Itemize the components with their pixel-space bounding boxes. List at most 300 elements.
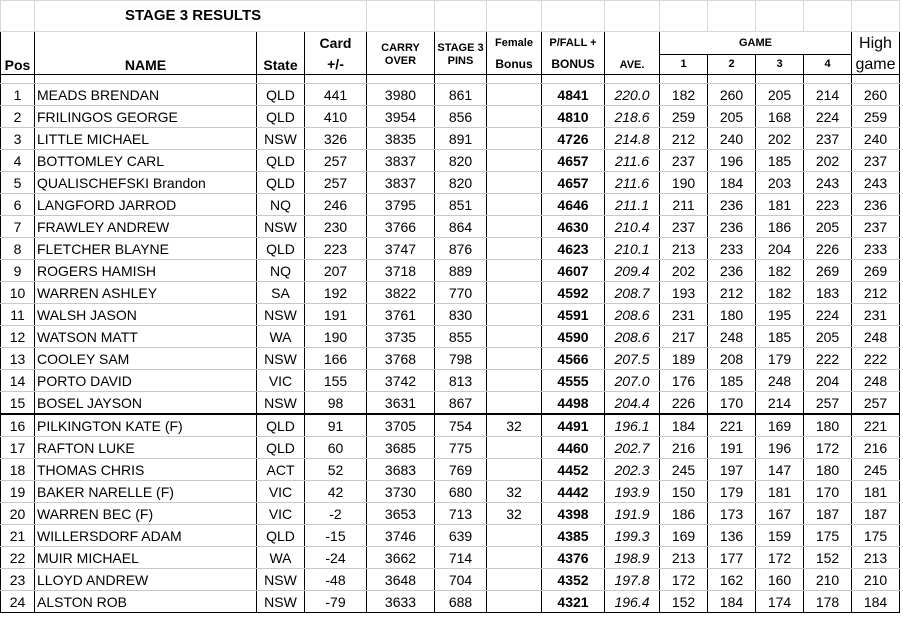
average-cell: 191.9 — [605, 503, 660, 525]
pos-cell: 4 — [1, 150, 35, 172]
carry-over-cell: 3705 — [367, 414, 435, 437]
stage3-pins-cell: 876 — [435, 238, 487, 260]
state-cell: QLD — [257, 414, 305, 437]
name-cell: PORTO DAVID — [35, 370, 257, 392]
game-2-cell: 180 — [708, 304, 756, 326]
female-bonus-cell — [487, 282, 542, 304]
stage3-pins-cell: 754 — [435, 414, 487, 437]
stage3-pins-cell: 889 — [435, 260, 487, 282]
game-4-cell: 237 — [804, 128, 852, 150]
game-1-cell: 231 — [660, 304, 708, 326]
game-2-cell: 240 — [708, 128, 756, 150]
average-cell: 196.4 — [605, 591, 660, 613]
state-cell: NSW — [257, 216, 305, 238]
table-row — [1, 304, 900, 326]
name-cell: PILKINGTON KATE (F) — [35, 414, 257, 437]
pfall-bonus-cell: 4657 — [542, 172, 605, 194]
game-4-cell: 202 — [804, 150, 852, 172]
name-cell: QUALISCHEFSKI Brandon — [35, 172, 257, 194]
pos-cell: 23 — [1, 569, 35, 591]
header-ave: AVE. — [605, 32, 660, 75]
game-3-cell: 202 — [756, 128, 804, 150]
state-cell: NSW — [257, 304, 305, 326]
game-2-cell: 236 — [708, 194, 756, 216]
average-cell: 202.7 — [605, 437, 660, 459]
game-4-cell: 170 — [804, 481, 852, 503]
card-cell: 191 — [305, 304, 367, 326]
game-2-cell: 196 — [708, 150, 756, 172]
game-1-cell: 176 — [660, 370, 708, 392]
title-row — [1, 1, 900, 32]
game-3-cell: 248 — [756, 370, 804, 392]
header-game-4: 4 — [804, 55, 852, 75]
header-carry-line1: CARRY — [367, 32, 435, 55]
average-cell: 208.6 — [605, 304, 660, 326]
header-carry-line2: OVER — [367, 55, 435, 75]
stage3-pins-cell: 680 — [435, 481, 487, 503]
high-game-cell: 222 — [852, 348, 900, 370]
game-4-cell: 223 — [804, 194, 852, 216]
female-bonus-cell — [487, 150, 542, 172]
average-cell: 220.0 — [605, 84, 660, 106]
pfall-bonus-cell: 4646 — [542, 194, 605, 216]
state-cell: NSW — [257, 348, 305, 370]
game-1-cell: 202 — [660, 260, 708, 282]
game-1-cell: 226 — [660, 392, 708, 415]
state-cell: QLD — [257, 150, 305, 172]
average-cell: 210.4 — [605, 216, 660, 238]
name-cell: MUIR MICHAEL — [35, 547, 257, 569]
header-female-line2: Bonus — [487, 55, 542, 75]
high-game-cell: 260 — [852, 84, 900, 106]
name-cell: THOMAS CHRIS — [35, 459, 257, 481]
table-row — [1, 128, 900, 150]
game-3-cell: 214 — [756, 392, 804, 415]
name-cell: BAKER NARELLE (F) — [35, 481, 257, 503]
state-cell: NSW — [257, 591, 305, 613]
female-bonus-cell — [487, 437, 542, 459]
game-3-cell: 185 — [756, 326, 804, 348]
header-high-line2: game — [852, 55, 900, 75]
header-pfall-line2: BONUS — [542, 55, 605, 75]
carry-over-cell: 3683 — [367, 459, 435, 481]
pfall-bonus-cell: 4491 — [542, 414, 605, 437]
stage3-pins-cell: 867 — [435, 392, 487, 415]
pos-cell: 15 — [1, 392, 35, 415]
game-3-cell: 203 — [756, 172, 804, 194]
pfall-bonus-cell: 4630 — [542, 216, 605, 238]
stage3-pins-cell: 864 — [435, 216, 487, 238]
stage3-pins-cell: 813 — [435, 370, 487, 392]
game-4-cell: 224 — [804, 106, 852, 128]
carry-over-cell: 3648 — [367, 569, 435, 591]
page-title-text: STAGE 3 RESULTS — [125, 7, 262, 24]
game-4-cell: 180 — [804, 459, 852, 481]
state-cell: QLD — [257, 172, 305, 194]
average-cell: 199.3 — [605, 525, 660, 547]
carry-over-cell: 3835 — [367, 128, 435, 150]
state-cell: QLD — [257, 84, 305, 106]
pfall-bonus-cell: 4321 — [542, 591, 605, 613]
stage3-pins-cell: 891 — [435, 128, 487, 150]
state-cell: NQ — [257, 194, 305, 216]
game-4-cell: 172 — [804, 437, 852, 459]
high-game-cell: 181 — [852, 481, 900, 503]
average-cell: 208.6 — [605, 326, 660, 348]
game-1-cell: 190 — [660, 172, 708, 194]
average-cell: 198.9 — [605, 547, 660, 569]
table-row — [1, 525, 900, 547]
game-2-cell: 136 — [708, 525, 756, 547]
high-game-cell: 240 — [852, 128, 900, 150]
carry-over-cell: 3662 — [367, 547, 435, 569]
game-1-cell: 245 — [660, 459, 708, 481]
game-2-cell: 184 — [708, 591, 756, 613]
carry-over-cell: 3653 — [367, 503, 435, 525]
name-cell: COOLEY SAM — [35, 348, 257, 370]
female-bonus-cell — [487, 348, 542, 370]
high-game-cell: 216 — [852, 437, 900, 459]
card-cell: 42 — [305, 481, 367, 503]
game-2-cell: 233 — [708, 238, 756, 260]
name-cell: WATSON MATT — [35, 326, 257, 348]
game-1-cell: 237 — [660, 216, 708, 238]
stage3-pins-cell: 830 — [435, 304, 487, 326]
carry-over-cell: 3735 — [367, 326, 435, 348]
table-row — [1, 194, 900, 216]
game-3-cell: 205 — [756, 84, 804, 106]
carry-over-cell: 3954 — [367, 106, 435, 128]
state-cell: VIC — [257, 370, 305, 392]
table-row — [1, 591, 900, 613]
game-2-cell: 185 — [708, 370, 756, 392]
card-cell: -2 — [305, 503, 367, 525]
game-4-cell: 178 — [804, 591, 852, 613]
game-3-cell: 174 — [756, 591, 804, 613]
game-3-cell: 169 — [756, 414, 804, 437]
pos-cell: 19 — [1, 481, 35, 503]
table-row — [1, 326, 900, 348]
pos-cell: 16 — [1, 414, 35, 437]
page-title — [35, 1, 367, 32]
game-1-cell: 212 — [660, 128, 708, 150]
name-cell: LANGFORD JARROD — [35, 194, 257, 216]
table-row — [1, 150, 900, 172]
stage3-pins-cell: 856 — [435, 106, 487, 128]
game-2-cell: 173 — [708, 503, 756, 525]
pfall-bonus-cell: 4657 — [542, 150, 605, 172]
pos-cell: 18 — [1, 459, 35, 481]
game-4-cell: 243 — [804, 172, 852, 194]
name-cell: RAFTON LUKE — [35, 437, 257, 459]
carry-over-cell: 3795 — [367, 194, 435, 216]
high-game-cell: 175 — [852, 525, 900, 547]
game-4-cell: 175 — [804, 525, 852, 547]
card-cell: 60 — [305, 437, 367, 459]
table-row — [1, 282, 900, 304]
game-3-cell: 196 — [756, 437, 804, 459]
game-2-cell: 197 — [708, 459, 756, 481]
pfall-bonus-cell: 4591 — [542, 304, 605, 326]
stage3-pins-cell: 861 — [435, 84, 487, 106]
game-4-cell: 183 — [804, 282, 852, 304]
high-game-cell: 248 — [852, 326, 900, 348]
stage3-pins-cell: 798 — [435, 348, 487, 370]
header-high-line1: High — [852, 32, 900, 55]
female-bonus-cell — [487, 459, 542, 481]
game-2-cell: 179 — [708, 481, 756, 503]
game-1-cell: 213 — [660, 547, 708, 569]
card-cell: 192 — [305, 282, 367, 304]
table-row — [1, 172, 900, 194]
state-cell: WA — [257, 547, 305, 569]
game-1-cell: 193 — [660, 282, 708, 304]
carry-over-cell: 3718 — [367, 260, 435, 282]
pfall-bonus-cell: 4726 — [542, 128, 605, 150]
game-2-cell: 191 — [708, 437, 756, 459]
state-cell: VIC — [257, 481, 305, 503]
name-cell: WALSH JASON — [35, 304, 257, 326]
pos-cell: 2 — [1, 106, 35, 128]
state-cell: WA — [257, 326, 305, 348]
header-game: GAME — [660, 32, 852, 55]
pos-cell: 1 — [1, 84, 35, 106]
high-game-cell: 210 — [852, 569, 900, 591]
game-2-cell: 248 — [708, 326, 756, 348]
table-row — [1, 503, 900, 525]
game-1-cell: 211 — [660, 194, 708, 216]
game-4-cell: 269 — [804, 260, 852, 282]
high-game-cell: 236 — [852, 194, 900, 216]
female-bonus-cell: 32 — [487, 414, 542, 437]
pos-cell: 21 — [1, 525, 35, 547]
game-3-cell: 159 — [756, 525, 804, 547]
header-female-line1: Female — [487, 32, 542, 55]
card-cell: 98 — [305, 392, 367, 415]
high-game-cell: 257 — [852, 392, 900, 415]
game-4-cell: 205 — [804, 216, 852, 238]
header-stage3-line1: STAGE 3 — [435, 32, 487, 55]
game-3-cell: 195 — [756, 304, 804, 326]
state-cell: QLD — [257, 437, 305, 459]
name-cell: WARREN BEC (F) — [35, 503, 257, 525]
pos-cell: 12 — [1, 326, 35, 348]
pfall-bonus-cell: 4592 — [542, 282, 605, 304]
game-3-cell: 160 — [756, 569, 804, 591]
card-cell: 257 — [305, 172, 367, 194]
carry-over-cell: 3742 — [367, 370, 435, 392]
female-bonus-cell — [487, 194, 542, 216]
state-cell: NSW — [257, 569, 305, 591]
carry-over-cell: 3633 — [367, 591, 435, 613]
game-1-cell: 217 — [660, 326, 708, 348]
card-cell: -15 — [305, 525, 367, 547]
game-3-cell: 167 — [756, 503, 804, 525]
carry-over-cell: 3747 — [367, 238, 435, 260]
pfall-bonus-cell: 4398 — [542, 503, 605, 525]
game-4-cell: 224 — [804, 304, 852, 326]
pfall-bonus-cell: 4376 — [542, 547, 605, 569]
average-cell: 209.4 — [605, 260, 660, 282]
table-row — [1, 437, 900, 459]
average-cell: 196.1 — [605, 414, 660, 437]
card-cell: -24 — [305, 547, 367, 569]
state-cell: QLD — [257, 525, 305, 547]
card-cell: 190 — [305, 326, 367, 348]
average-cell: 210.1 — [605, 238, 660, 260]
game-4-cell: 187 — [804, 503, 852, 525]
high-game-cell: 259 — [852, 106, 900, 128]
high-game-cell: 237 — [852, 150, 900, 172]
female-bonus-cell — [487, 370, 542, 392]
average-cell: 204.4 — [605, 392, 660, 415]
game-1-cell: 169 — [660, 525, 708, 547]
carry-over-cell: 3837 — [367, 150, 435, 172]
average-cell: 218.6 — [605, 106, 660, 128]
game-4-cell: 205 — [804, 326, 852, 348]
table-row — [1, 84, 900, 106]
female-bonus-cell — [487, 106, 542, 128]
card-cell: 257 — [305, 150, 367, 172]
game-1-cell: 152 — [660, 591, 708, 613]
header-row-1 — [1, 32, 900, 55]
game-4-cell: 222 — [804, 348, 852, 370]
card-cell: -48 — [305, 569, 367, 591]
pos-cell: 14 — [1, 370, 35, 392]
stage3-pins-cell: 820 — [435, 172, 487, 194]
name-cell: WARREN ASHLEY — [35, 282, 257, 304]
pos-cell: 3 — [1, 128, 35, 150]
card-cell: 223 — [305, 238, 367, 260]
header-spacer-row — [1, 75, 900, 84]
state-cell: QLD — [257, 106, 305, 128]
state-cell: NSW — [257, 128, 305, 150]
game-2-cell: 221 — [708, 414, 756, 437]
table-row — [1, 459, 900, 481]
game-3-cell: 179 — [756, 348, 804, 370]
pos-cell: 24 — [1, 591, 35, 613]
game-1-cell: 186 — [660, 503, 708, 525]
pfall-bonus-cell: 4810 — [542, 106, 605, 128]
game-3-cell: 168 — [756, 106, 804, 128]
pos-cell: 22 — [1, 547, 35, 569]
female-bonus-cell — [487, 84, 542, 106]
high-game-cell: 184 — [852, 591, 900, 613]
pfall-bonus-cell: 4555 — [542, 370, 605, 392]
game-1-cell: 213 — [660, 238, 708, 260]
header-game-1: 1 — [660, 55, 708, 75]
pfall-bonus-cell: 4841 — [542, 84, 605, 106]
table-row — [1, 106, 900, 128]
high-game-cell: 245 — [852, 459, 900, 481]
pos-cell: 6 — [1, 194, 35, 216]
female-bonus-cell — [487, 238, 542, 260]
game-1-cell: 216 — [660, 437, 708, 459]
state-cell: SA — [257, 282, 305, 304]
table-row — [1, 569, 900, 591]
pos-cell: 9 — [1, 260, 35, 282]
name-cell: LITTLE MICHAEL — [35, 128, 257, 150]
pos-cell: 8 — [1, 238, 35, 260]
high-game-cell: 243 — [852, 172, 900, 194]
card-cell: 207 — [305, 260, 367, 282]
table-row — [1, 481, 900, 503]
card-cell: 246 — [305, 194, 367, 216]
table-row — [1, 216, 900, 238]
table-row — [1, 547, 900, 569]
game-2-cell: 212 — [708, 282, 756, 304]
card-cell: 52 — [305, 459, 367, 481]
game-2-cell: 177 — [708, 547, 756, 569]
pfall-bonus-cell: 4498 — [542, 392, 605, 415]
pfall-bonus-cell: 4385 — [542, 525, 605, 547]
card-cell: -79 — [305, 591, 367, 613]
female-bonus-cell — [487, 547, 542, 569]
female-bonus-cell — [487, 260, 542, 282]
table-row — [1, 260, 900, 282]
table-row — [1, 348, 900, 370]
game-2-cell: 236 — [708, 260, 756, 282]
name-cell: FLETCHER BLAYNE — [35, 238, 257, 260]
pos-cell: 7 — [1, 216, 35, 238]
average-cell: 207.0 — [605, 370, 660, 392]
header-stage3-line2: PINS — [435, 55, 487, 75]
average-cell: 193.9 — [605, 481, 660, 503]
pfall-bonus-cell: 4607 — [542, 260, 605, 282]
game-3-cell: 181 — [756, 194, 804, 216]
game-4-cell: 226 — [804, 238, 852, 260]
female-bonus-cell — [487, 216, 542, 238]
high-game-cell: 233 — [852, 238, 900, 260]
pos-cell: 5 — [1, 172, 35, 194]
game-4-cell: 214 — [804, 84, 852, 106]
female-bonus-cell — [487, 172, 542, 194]
game-2-cell: 170 — [708, 392, 756, 415]
header-game-3: 3 — [756, 55, 804, 75]
game-1-cell: 150 — [660, 481, 708, 503]
game-2-cell: 205 — [708, 106, 756, 128]
game-2-cell: 236 — [708, 216, 756, 238]
state-cell: VIC — [257, 503, 305, 525]
pos-cell: 17 — [1, 437, 35, 459]
game-1-cell: 237 — [660, 150, 708, 172]
female-bonus-cell — [487, 128, 542, 150]
stage3-pins-cell: 770 — [435, 282, 487, 304]
table-row — [1, 414, 900, 437]
female-bonus-cell — [487, 392, 542, 415]
pfall-bonus-cell: 4590 — [542, 326, 605, 348]
game-3-cell: 182 — [756, 260, 804, 282]
stage3-pins-cell: 714 — [435, 547, 487, 569]
name-cell: BOTTOMLEY CARL — [35, 150, 257, 172]
header-pos: Pos — [1, 32, 35, 75]
carry-over-cell: 3746 — [367, 525, 435, 547]
average-cell: 208.7 — [605, 282, 660, 304]
game-3-cell: 181 — [756, 481, 804, 503]
average-cell: 197.8 — [605, 569, 660, 591]
pos-cell: 10 — [1, 282, 35, 304]
high-game-cell: 269 — [852, 260, 900, 282]
stage3-pins-cell: 775 — [435, 437, 487, 459]
pos-cell: 20 — [1, 503, 35, 525]
header-card-line1: Card — [305, 32, 367, 55]
pfall-bonus-cell: 4566 — [542, 348, 605, 370]
name-cell: FRILINGOS GEORGE — [35, 106, 257, 128]
card-cell: 326 — [305, 128, 367, 150]
game-3-cell: 147 — [756, 459, 804, 481]
stage3-pins-cell: 769 — [435, 459, 487, 481]
card-cell: 230 — [305, 216, 367, 238]
